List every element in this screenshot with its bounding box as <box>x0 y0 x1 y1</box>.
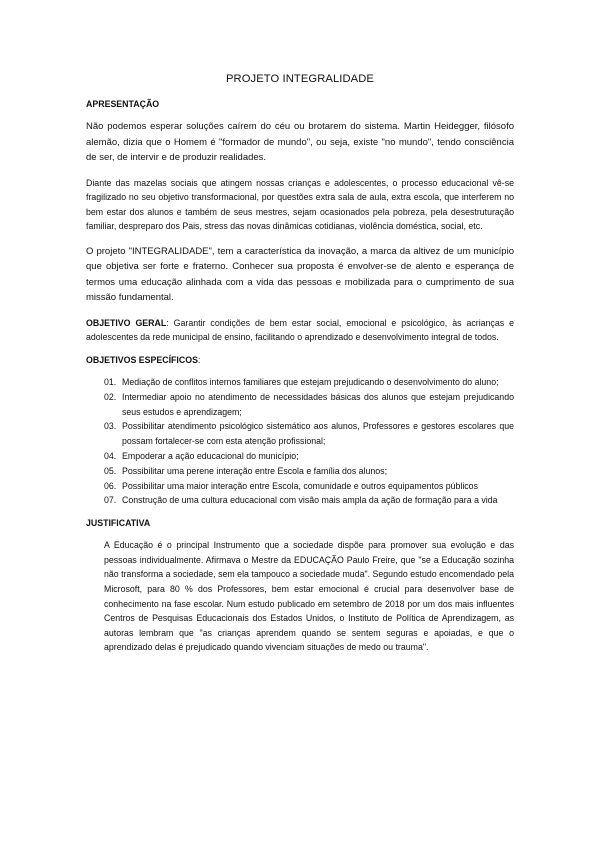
list-item-number: 06. <box>104 480 117 491</box>
objetivos-especificos-list <box>86 375 514 508</box>
objetivo-geral-label: OBJETIVO GERAL <box>86 317 167 328</box>
apresentacao-paragraph-2: Diante das mazelas sociais que atingem nossas crianças e adolescentes, o processo educacional vê-se fragilizado no seu objetivo transformacional, por questões extra sala de aula, extra escola, que interferem no bem estar dos alunos e também de seus mestres, sejam ocasionados pela pobreza, pela desestruturação familiar, despreparo dos Pais, stress das novas dinâmicas cotidianas, violência doméstica, social, etc. <box>86 177 514 232</box>
list-item-text: Construção de uma cultura educacional com visão mais ampla da ação de formação para a vida <box>122 495 498 506</box>
list-item <box>86 464 514 479</box>
document-title: PROJETO INTEGRALIDADE <box>226 73 374 85</box>
list-item <box>86 493 514 508</box>
list-item-number: 02. <box>104 391 117 402</box>
objetivos-especificos-label: OBJETIVOS ESPECÍFICOS <box>86 355 198 366</box>
apresentacao-heading: APRESENTAÇÃO <box>86 99 160 109</box>
apresentacao-paragraph-3: O projeto "INTEGRALIDADE", tem a característica da inovação, a marca da altivez de um município que objetiva ser forte e fraterno. Conhecer sua proposta é envolver-se de alento e esperança de termos uma educação alinhada com a vida das pessoas e mobilizada para o cumprimento de sua missão fundamental. <box>86 245 514 304</box>
justificativa-paragraph: A Educação é o principal Instrumento que a sociedade dispõe para promover sua evolução e das pessoas individualmente. Afirmava o Mestre da EDUCAÇÃO Paulo Freire, que "se a Educação sozinha não transforma a sociedade, sem ela tampouco a sociedade muda". Segundo estudo encomendado pela Microsoft, para 80 % dos Professores, bem estar emocional é crucial para desenvolver base de conhecimento na fase escolar. Num estudo publicado em setembro de 2018 por um dos mais influentes Centros de Pesquisas Educacionais dos Estados Unidos, o Instituto de Política de Aprendizagem, as autoras lembram que "as crianças aprendem quando se sentem seguras e apoiadas, e que o aprendizado delas é prejudicado quando vivenciam situações de medo ou trauma". <box>104 540 514 653</box>
list-item-text: Possibilitar atendimento psicológico sistemático aos alunos, Professores e gestores escolares que possam fortalecer-se com esta atenção profissional; <box>122 421 514 447</box>
objetivos-especificos-heading <box>86 355 514 365</box>
list-item-number: 07. <box>104 495 117 506</box>
objetivo-geral-paragraph <box>86 316 514 345</box>
list-item <box>86 449 514 464</box>
list-item-number: 01. <box>104 377 117 388</box>
list-item-number: 05. <box>104 465 117 476</box>
objetivos-especificos-colon: : <box>197 355 201 366</box>
apresentacao-paragraph-1: Não podemos esperar soluções caírem do céu ou brotarem do sistema. Martin Heidegger, filósofo alemão, dizia que o Homem é "formador de mundo", ou seja, existe "no mundo", tendo consciência de ser, de intervir e de produzir realidades. <box>86 121 514 163</box>
list-item-text: Possibilitar uma maior interação entre Escola, comunidade e outros equipamentos públicos <box>122 480 478 491</box>
list-item <box>86 479 514 494</box>
objetivo-geral-text: : Garantir condições de bem estar social, emocional e psicológico, às acrianças e adolescentes da rede municipal de ensino, facilitando o aprendizado e desenvolvimento integral de todos. <box>86 317 514 343</box>
list-item-text: Empoderar a ação educacional do município; <box>122 451 299 462</box>
list-item-text: Possibilitar uma perene interação entre Escola e família dos alunos; <box>122 465 388 476</box>
list-item <box>86 419 514 449</box>
list-item-text: Intermediar apoio no atendimento de necessidades básicas dos alunos que estejam prejudicando seus estudos e aprendizagem; <box>122 391 514 417</box>
list-item-text: Mediação de conflitos internos familiares que estejam prejudicando o desenvolvimento do aluno; <box>122 377 499 388</box>
list-item <box>86 375 514 390</box>
list-item <box>86 390 514 420</box>
list-item-number: 03. <box>104 421 117 432</box>
justificativa-heading: JUSTIFICATIVA <box>86 518 151 529</box>
list-item-number: 04. <box>104 451 117 462</box>
